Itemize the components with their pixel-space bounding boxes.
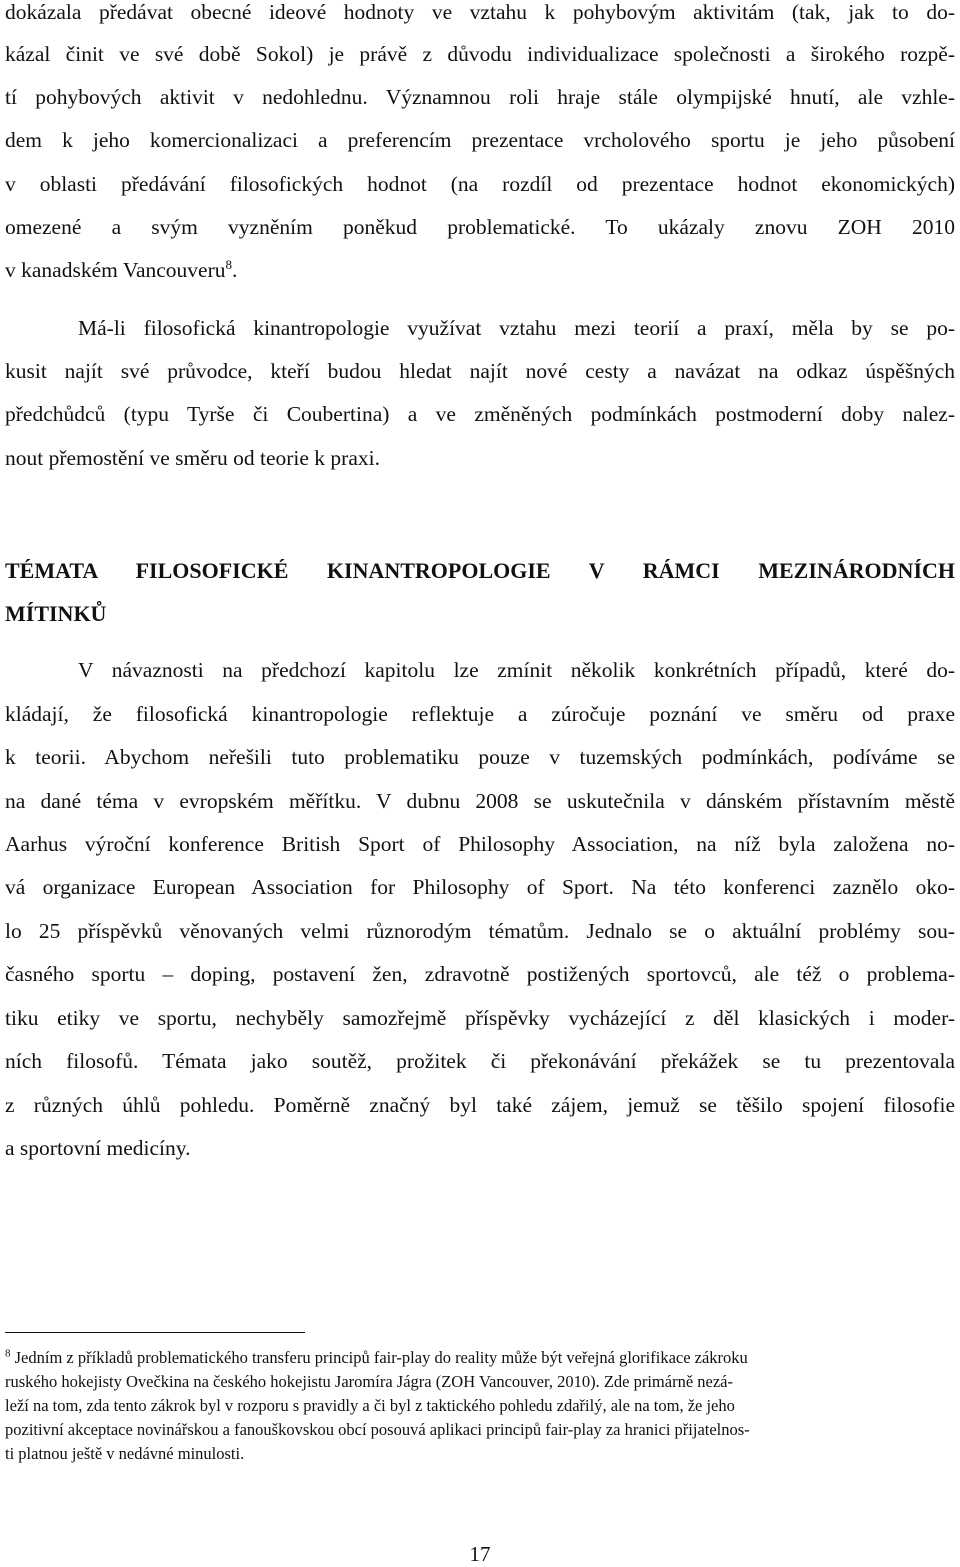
footnote-line-1 <box>5 1347 950 1369</box>
paragraph-3-line-10: ních filosofů. Témata jako soutěž, prožitek či překonávání překážek se tu prezentovala <box>5 1049 955 1073</box>
paragraph-1-line-4: dem k jeho komercionalizaci a preferencím prezentace vrcholového sportu je jeho působení <box>5 128 955 152</box>
paragraph-3-line-8: časného sportu – doping, postavení žen, zdravotně postižených sportovců, ale též o problema- <box>5 962 955 986</box>
page-number: 17 <box>469 1542 491 1566</box>
paragraph-1-line-2: kázal činit ve své době Sokol) je právě z důvodu individualizace společnosti a širokého rozpě- <box>5 42 955 66</box>
paragraph-2-line-2: kusit najít své průvodce, kteří budou hledat najít nové cesty a navázat na odkaz úspěšných <box>5 359 955 383</box>
section-heading-line-1: TÉMATA FILOSOFICKÉ KINANTROPOLOGIE V RÁMCI MEZINÁRODNÍCH <box>5 558 955 583</box>
paragraph-1-line-5: v oblasti předávání filosofických hodnot (na rozdíl od prezentace hodnot ekonomických) <box>5 172 955 196</box>
paragraph-1-line-7-text: v kanadském Vancouveru <box>5 258 226 282</box>
section-heading-line-2: MÍTINKŮ <box>5 601 107 626</box>
footnote-number: 8 <box>5 1347 11 1360</box>
paragraph-3-line-4: na dané téma v evropském měřítku. V dubnu 2008 se uskutečnila v dánském přístavním městě <box>5 789 955 813</box>
paragraph-1-line-7 <box>5 256 955 284</box>
paragraph-2-line-4: nout přemostění ve směru od teorie k praxi. <box>5 446 380 470</box>
paragraph-3-line-5: Aarhus výroční konference British Sport of Philosophy Association, na níž byla založena no- <box>5 832 955 856</box>
paragraph-3-line-11: z různých úhlů pohledu. Poměrně značný byl také zájem, jemuž se těšilo spojení filosofie <box>5 1093 955 1117</box>
paragraph-3-line-7: lo 25 příspěvků věnovaných velmi různorodým tématům. Jednalo se o aktuální problémy sou- <box>5 919 955 943</box>
paragraph-3-line-2: kládají, že filosofická kinantropologie reflektuje a zúročuje poznání ve směru od praxe <box>5 702 955 726</box>
footnote-line-5: ti platnou ještě v nedávné minulosti. <box>5 1444 245 1463</box>
footnote-line-3: leží na tom, zda tento zákrok byl v rozporu s pravidly a či byl z taktického pohledu zdařilý, ale na tom, že jeho <box>5 1396 735 1415</box>
paragraph-2-line-3: předchůdců (typu Tyrše či Coubertina) a ve změněných podmínkách postmoderní doby nalez- <box>5 402 955 426</box>
paragraph-3-line-12: a sportovní medicíny. <box>5 1136 191 1160</box>
paragraph-1-line-3: tí pohybových aktivit v nedohlednu. Významnou roli hraje stále olympijské hnutí, ale vzhle- <box>5 85 955 109</box>
footnote-line-2: ruského hokejisty Ovečkina na českého hokejistu Jaromíra Jágra (ZOH Vancouver, 2010). Zde primárně nezá- <box>5 1372 733 1391</box>
footnote-reference-8[interactable]: 8 <box>225 256 233 272</box>
paragraph-1-line-1: dokázala předávat obecné ideové hodnoty ve vztahu k pohybovým aktivitám (tak, jak to do- <box>5 0 955 24</box>
footnote-separator <box>5 1332 305 1333</box>
paragraph-2-line-1: Má-li filosofická kinantropologie využívat vztahu mezi teorií a praxí, měla by se po- <box>78 316 955 340</box>
paragraph-3-line-3: k teorii. Abychom neřešili tuto problematiku pouze v tuzemských podmínkách, podíváme se <box>5 745 955 769</box>
paragraph-1-line-6: omezené a svým vyzněním poněkud problematické. To ukázaly znovu ZOH 2010 <box>5 215 955 239</box>
footnote-line-4: pozitivní akceptace novinářskou a fanouškovskou obcí posouvá aplikaci principů fair-play za hranici přijatelnos- <box>5 1420 750 1439</box>
paragraph-3-line-9: tiku etiky ve sportu, nechyběly samozřejmě příspěvky vycházející z děl klasických i moder- <box>5 1006 955 1030</box>
paragraph-3-line-6: vá organizace European Association for Philosophy of Sport. Na této konferenci zaznělo oko- <box>5 875 955 899</box>
paragraph-1-line-7-end: . <box>232 258 238 282</box>
footnote-line-1-text: Jedním z příkladů problematického transferu principů fair-play do reality může být veřejná glorifikace zákroku <box>14 1348 748 1367</box>
paragraph-3-line-1: V návaznosti na předchozí kapitolu lze zmínit několik konkrétních případů, které do- <box>78 658 955 682</box>
